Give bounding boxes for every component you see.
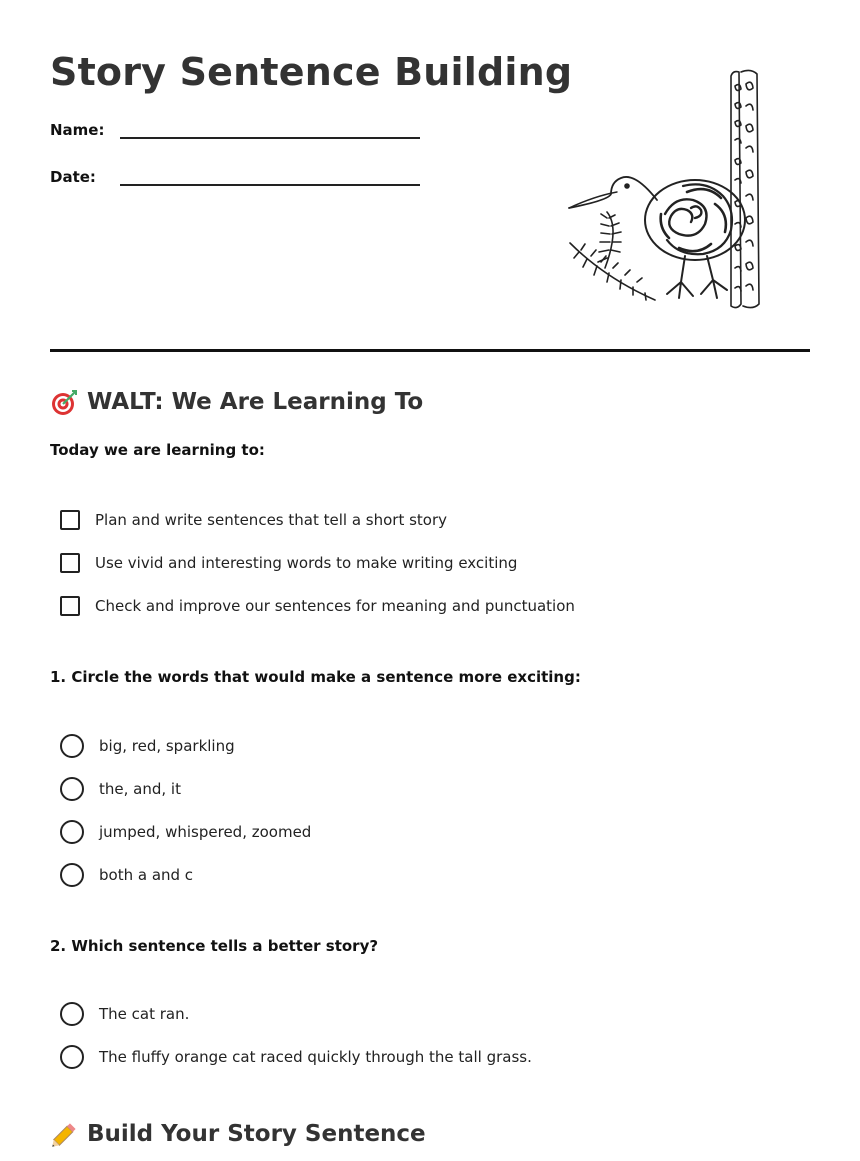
name-line[interactable] bbox=[120, 137, 420, 139]
goal-checkbox[interactable] bbox=[60, 510, 80, 530]
option-radio[interactable] bbox=[60, 863, 84, 887]
page-title: Story Sentence Building bbox=[50, 50, 573, 94]
pencil-icon bbox=[50, 1119, 80, 1149]
option-label: The fluffy orange cat raced quickly through the tall grass. bbox=[99, 1048, 532, 1066]
name-field bbox=[50, 121, 104, 139]
question-2-option[interactable] bbox=[60, 1045, 532, 1069]
goal-label: Check and improve our sentences for meaning and punctuation bbox=[95, 597, 575, 615]
option-label: the, and, it bbox=[99, 780, 181, 798]
option-label: both a and c bbox=[99, 866, 194, 884]
walt-heading-text: WALT: We Are Learning To bbox=[87, 389, 424, 415]
question-1-option[interactable] bbox=[60, 734, 235, 758]
goal-checkbox[interactable] bbox=[60, 596, 80, 616]
goal-item[interactable] bbox=[60, 551, 517, 575]
date-label: Date: bbox=[50, 168, 96, 186]
walt-heading bbox=[50, 387, 423, 417]
question-2-option[interactable] bbox=[60, 1002, 189, 1026]
goal-item[interactable] bbox=[60, 594, 575, 618]
option-radio[interactable] bbox=[60, 1045, 84, 1069]
kiwi-illustration bbox=[565, 68, 765, 314]
goal-checkbox[interactable] bbox=[60, 553, 80, 573]
name-label: Name: bbox=[50, 121, 105, 139]
question-1-option[interactable] bbox=[60, 863, 193, 887]
build-heading bbox=[50, 1119, 426, 1149]
walt-intro: Today we are learning to: bbox=[50, 441, 265, 459]
date-line[interactable] bbox=[120, 184, 420, 186]
date-field bbox=[50, 168, 96, 186]
question-2-prompt: 2. Which sentence tells a better story? bbox=[50, 937, 379, 955]
build-heading-text: Build Your Story Sentence bbox=[87, 1121, 426, 1147]
question-1-option[interactable] bbox=[60, 777, 181, 801]
option-label: jumped, whispered, zoomed bbox=[99, 823, 312, 841]
question-1-option[interactable] bbox=[60, 820, 311, 844]
option-radio[interactable] bbox=[60, 820, 84, 844]
option-radio[interactable] bbox=[60, 777, 84, 801]
option-radio[interactable] bbox=[60, 734, 84, 758]
header-divider bbox=[50, 349, 810, 352]
goal-item[interactable] bbox=[60, 508, 447, 532]
target-dart-icon bbox=[50, 387, 80, 417]
option-label: The cat ran. bbox=[99, 1005, 190, 1023]
goal-label: Use vivid and interesting words to make writing exciting bbox=[95, 554, 518, 572]
option-label: big, red, sparkling bbox=[99, 737, 235, 755]
option-radio[interactable] bbox=[60, 1002, 84, 1026]
question-1-prompt: 1. Circle the words that would make a sentence more exciting: bbox=[50, 668, 581, 686]
goal-label: Plan and write sentences that tell a short story bbox=[95, 511, 448, 529]
